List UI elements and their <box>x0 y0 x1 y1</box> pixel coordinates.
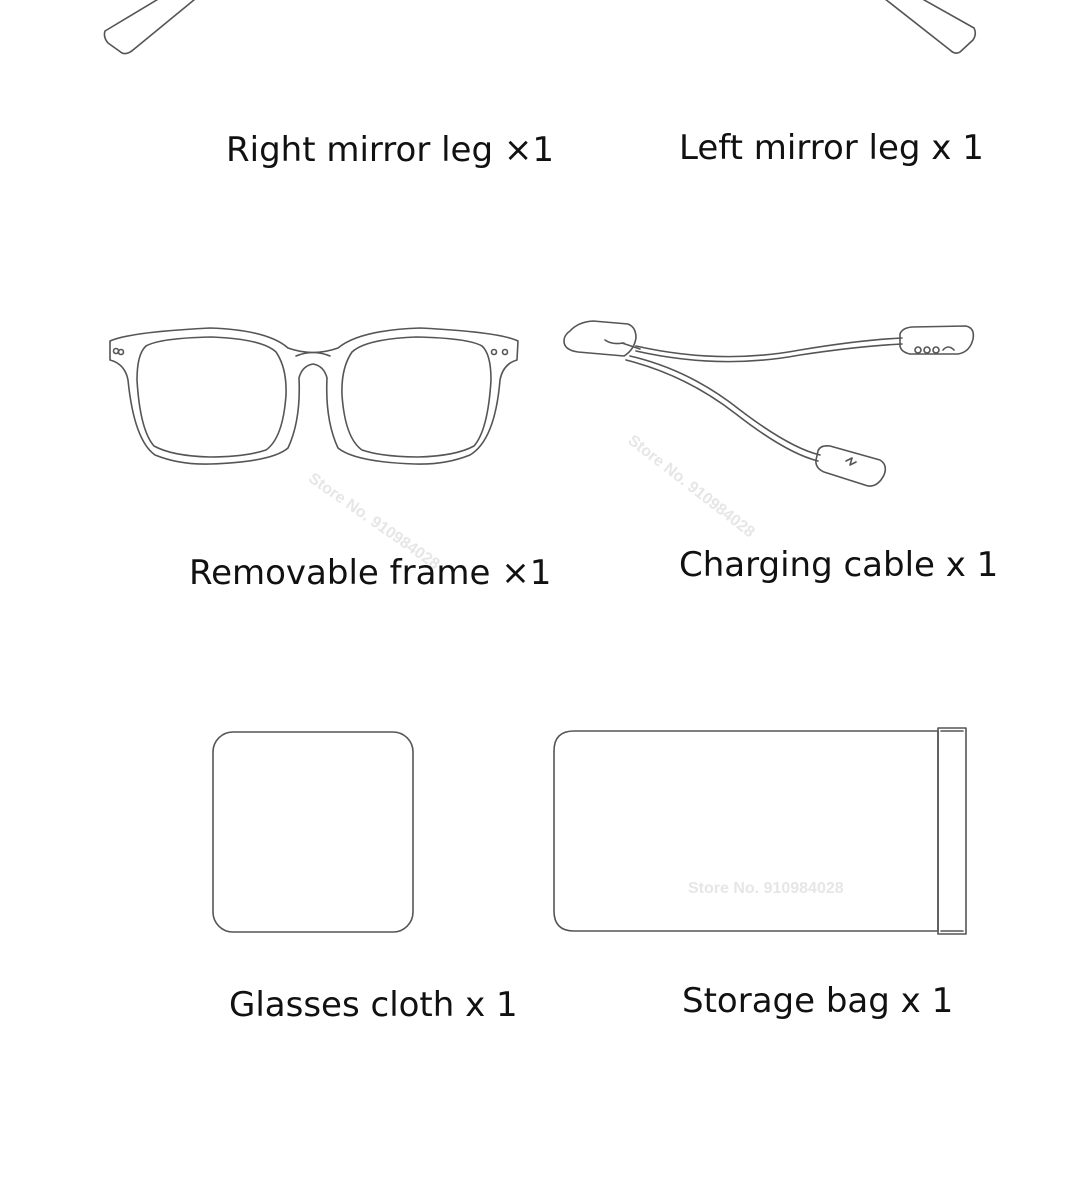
watermark-frame: Store No. 910984028 <box>305 470 443 574</box>
watermark-cable: Store No. 910984028 <box>624 432 758 542</box>
label-glasses-cloth: Glasses cloth x 1 <box>229 985 518 1025</box>
watermark-bag: Store No. 910984028 <box>688 880 844 897</box>
glasses-frame-icon <box>110 328 518 464</box>
label-right-mirror-leg: Right mirror leg ×1 <box>226 130 554 170</box>
label-charging-cable: Charging cable x 1 <box>679 545 999 585</box>
label-storage-bag: Storage bag x 1 <box>682 981 954 1021</box>
left-temple-icon <box>880 0 975 53</box>
cloth-icon <box>213 732 413 932</box>
charging-cable-icon <box>564 321 973 486</box>
storage-bag-icon <box>554 728 966 934</box>
right-temple-icon <box>104 0 200 54</box>
label-left-mirror-leg: Left mirror leg x 1 <box>679 128 984 168</box>
label-removable-frame: Removable frame ×1 <box>189 553 552 593</box>
